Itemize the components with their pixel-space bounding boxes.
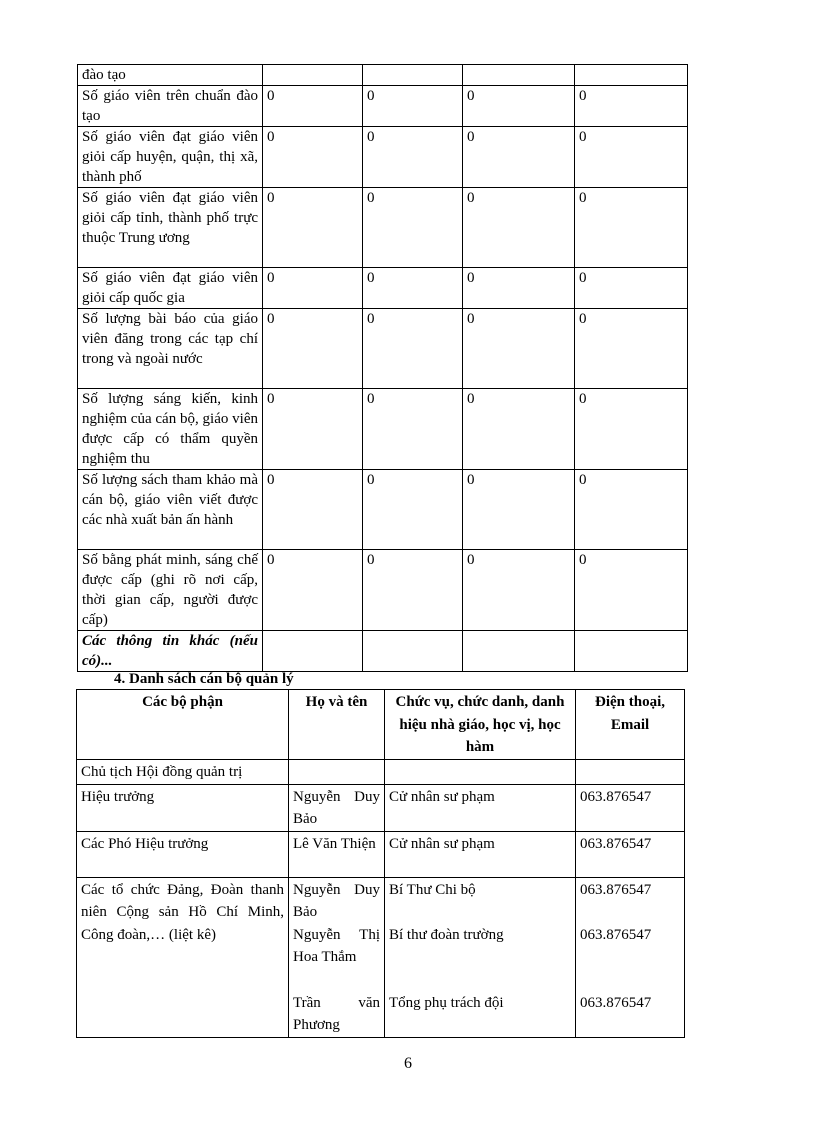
section-heading: 4. Danh sách cán bộ quản lý (114, 671, 294, 687)
name-cell (289, 877, 385, 1037)
cell-value: 0 (363, 188, 463, 268)
cell-value (575, 65, 688, 86)
table-row (78, 470, 688, 550)
table-row (77, 784, 685, 831)
phone-cell (576, 877, 685, 1037)
cell-value: 0 (263, 389, 363, 470)
org-phone-2: 063.876547 (580, 926, 652, 943)
cell-value (463, 631, 575, 672)
cell-value: 0 (263, 268, 363, 309)
cell-value: 0 (463, 389, 575, 470)
cell-value (463, 65, 575, 86)
row-label: Số giáo viên đạt giáo viên giỏi cấp huyện, quận, thị xã, thành phố (78, 127, 263, 188)
phone-cell (576, 760, 685, 785)
dept-cell: Hiệu trưởng (77, 784, 289, 831)
row-label: Số giáo viên đạt giáo viên giỏi cấp tỉnh, thành phố trực thuộc Trung ương (78, 188, 263, 268)
cell-value: 0 (463, 268, 575, 309)
cell-value (575, 631, 688, 672)
cell-value: 0 (263, 86, 363, 127)
name-cell: Nguyễn Duy Bảo (289, 784, 385, 831)
page-number: 6 (404, 1055, 412, 1072)
org-title-1: Bí Thư Chi bộ (389, 881, 476, 898)
cell-value: 0 (363, 470, 463, 550)
org-phone-3: 063.876547 (580, 994, 652, 1011)
cell-value (363, 65, 463, 86)
title-cell (385, 877, 576, 1037)
table-row (78, 268, 688, 309)
row-label: Số bằng phát minh, sáng chế được cấp (ghi rõ nơi cấp, thời gian cấp, người được cấp) (78, 550, 263, 631)
cell-value: 0 (263, 470, 363, 550)
cell-value: 0 (463, 188, 575, 268)
org-name-1: Nguyễn Duy Bảo (293, 881, 380, 920)
org-title-3: Tổng phụ trách đội (389, 994, 504, 1011)
cell-value: 0 (363, 86, 463, 127)
row-label: Số giáo viên trên chuẩn đào tạo (78, 86, 263, 127)
table-row (78, 631, 688, 672)
cell-value: 0 (363, 550, 463, 631)
cell-value: 0 (575, 389, 688, 470)
table-row (77, 877, 685, 1037)
cell-value: 0 (575, 309, 688, 389)
cell-value: 0 (263, 188, 363, 268)
phone-cell: 063.876547 (576, 784, 685, 831)
name-cell (289, 760, 385, 785)
title-cell (385, 760, 576, 785)
cell-value (263, 65, 363, 86)
cell-value: 0 (463, 309, 575, 389)
table-row (77, 831, 685, 877)
dept-cell: Chủ tịch Hội đồng quản trị (77, 760, 289, 785)
cell-value: 0 (575, 470, 688, 550)
table-row (78, 65, 688, 86)
org-name-3: Trần văn Phương (293, 994, 380, 1033)
table-header-row (77, 690, 685, 760)
managers-table (76, 689, 685, 1038)
cell-value: 0 (263, 309, 363, 389)
org-name-2: Nguyễn Thị Hoa Thắm (293, 926, 380, 965)
cell-value: 0 (363, 268, 463, 309)
table-row (78, 188, 688, 268)
column-header: Điện thoại, Email (576, 690, 685, 760)
phone-cell: 063.876547 (576, 831, 685, 877)
column-header: Các bộ phận (77, 690, 289, 760)
cell-value: 0 (575, 550, 688, 631)
cell-value: 0 (575, 127, 688, 188)
cell-value (263, 631, 363, 672)
cell-value: 0 (463, 86, 575, 127)
row-label: Số lượng bài báo của giáo viên đăng trong các tạp chí trong và ngoài nước (78, 309, 263, 389)
dept-cell: Các tổ chức Đảng, Đoàn thanh niên Cộng sản Hồ Chí Minh, Công đoàn,… (liệt kê) (77, 877, 289, 1037)
cell-value: 0 (463, 127, 575, 188)
row-label: đào tạo (78, 65, 263, 86)
cell-value: 0 (263, 127, 363, 188)
table-row (78, 550, 688, 631)
column-header: Họ và tên (289, 690, 385, 760)
row-label: Số lượng sáng kiến, kinh nghiệm của cán bộ, giáo viên được cấp có thẩm quyền nghiệm thu (78, 389, 263, 470)
org-title-2: Bí thư đoàn trường (389, 926, 504, 943)
cell-value: 0 (363, 309, 463, 389)
title-cell: Cử nhân sư phạm (385, 831, 576, 877)
row-label: Các thông tin khác (nếu có)... (78, 631, 263, 672)
teacher-stats-table (77, 64, 688, 672)
table-row (78, 309, 688, 389)
row-label: Số giáo viên đạt giáo viên giỏi cấp quốc gia (78, 268, 263, 309)
org-phone-1: 063.876547 (580, 881, 652, 898)
cell-value: 0 (575, 86, 688, 127)
table-row (78, 127, 688, 188)
cell-value: 0 (463, 470, 575, 550)
row-label: Số lượng sách tham khảo mà cán bộ, giáo viên viết được các nhà xuất bản ấn hành (78, 470, 263, 550)
cell-value: 0 (463, 550, 575, 631)
title-cell: Cử nhân sư phạm (385, 784, 576, 831)
table-row (78, 86, 688, 127)
column-header: Chức vụ, chức danh, danh hiệu nhà giáo, học vị, học hàm (385, 690, 576, 760)
table-row (77, 760, 685, 785)
cell-value (363, 631, 463, 672)
table-row (78, 389, 688, 470)
cell-value: 0 (363, 127, 463, 188)
cell-value: 0 (263, 550, 363, 631)
cell-value: 0 (575, 268, 688, 309)
name-cell: Lê Văn Thiện (289, 831, 385, 877)
cell-value: 0 (575, 188, 688, 268)
dept-cell: Các Phó Hiệu trưởng (77, 831, 289, 877)
cell-value: 0 (363, 389, 463, 470)
